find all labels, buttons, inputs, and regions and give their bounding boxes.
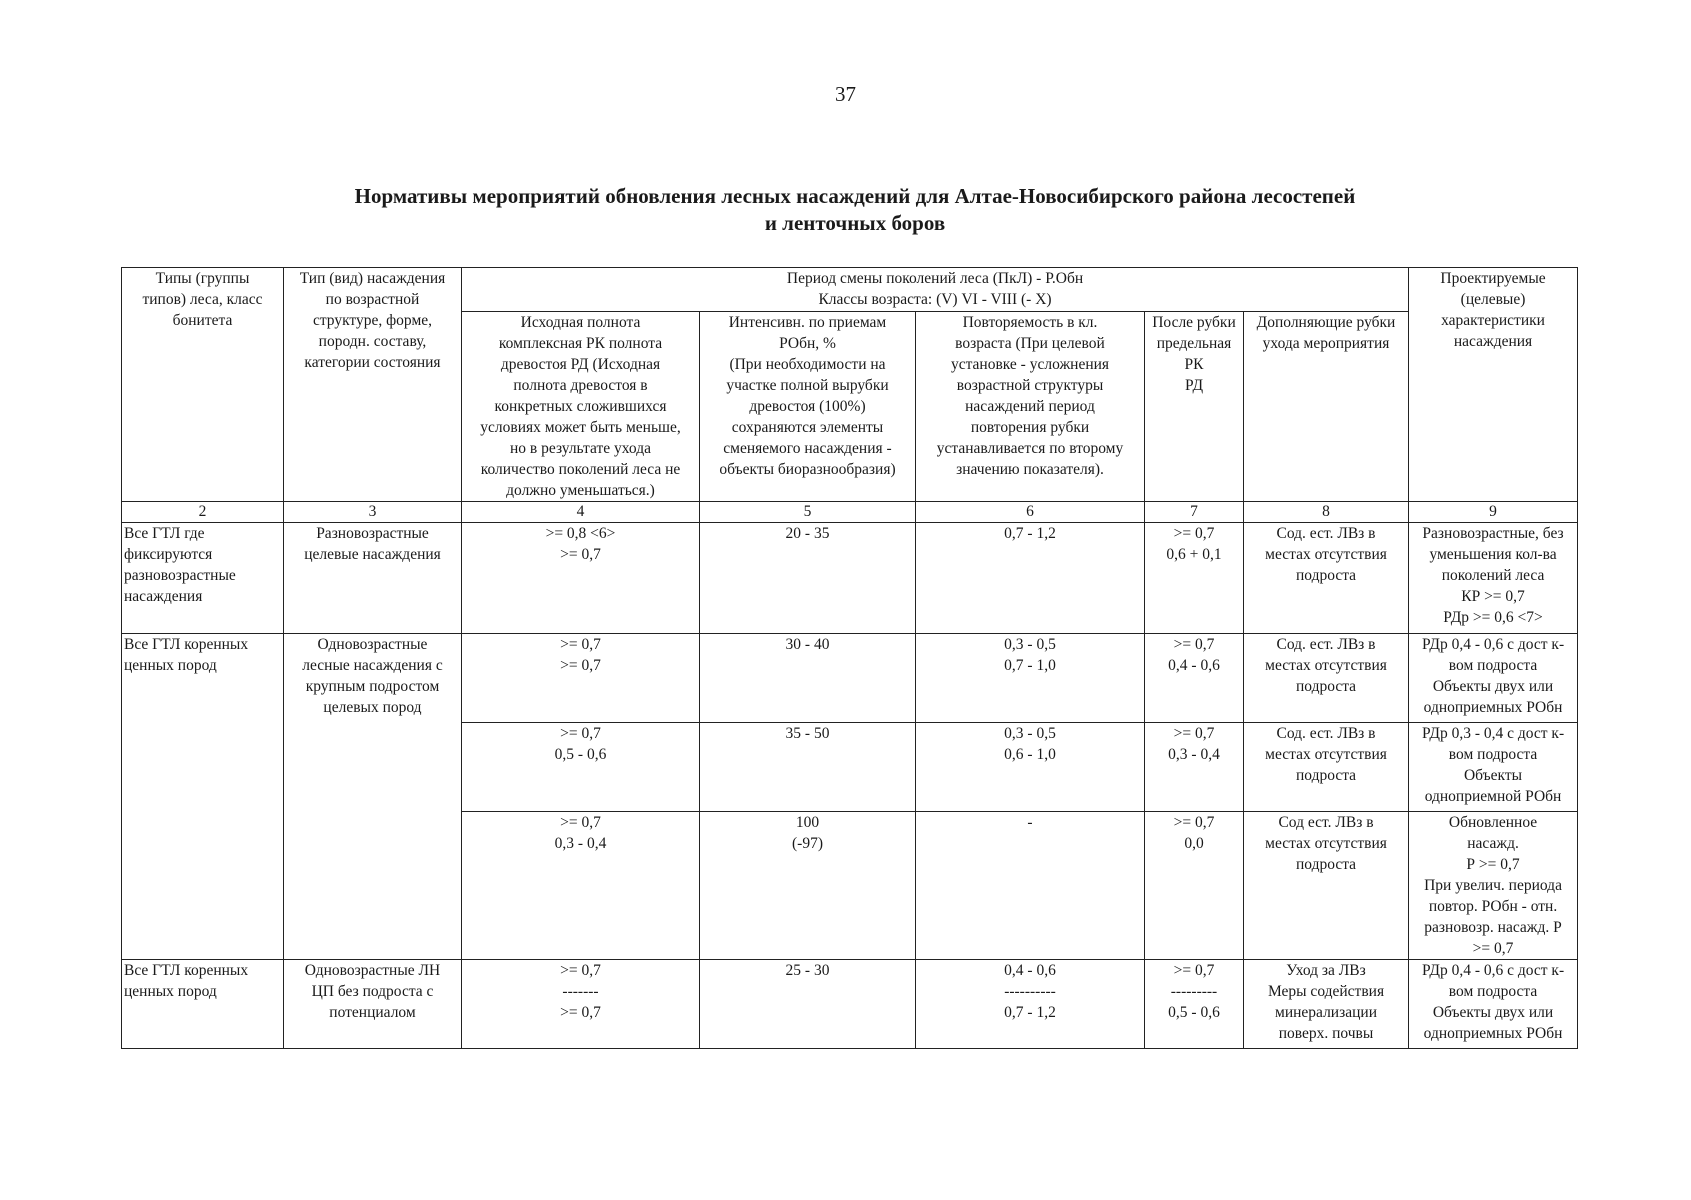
table-row <box>122 960 1578 1049</box>
cell-forest-type: Все ГТЛ где фиксируются разновозрастные насаждения <box>122 523 284 634</box>
cell-recurrence: 0,4 - 0,6 ---------- 0,7 - 1,2 <box>916 960 1145 1049</box>
column-number: 7 <box>1145 502 1244 523</box>
column-number: 2 <box>122 502 284 523</box>
column-number: 4 <box>462 502 700 523</box>
cell-additional-measures: Сод. ест. ЛВз в местах отсутствия подроста <box>1244 634 1409 723</box>
cell-stand-type: Одновозрастные лесные насаждения с крупным подростом целевых пород <box>284 634 462 960</box>
cell-intensity: 25 - 30 <box>700 960 916 1049</box>
document-title <box>220 183 1490 237</box>
cell-after-cutting: >= 0,7 0,0 <box>1145 812 1244 960</box>
cell-after-cutting: >= 0,7 0,4 - 0,6 <box>1145 634 1244 723</box>
cell-initial-density: >= 0,7 >= 0,7 <box>462 634 700 723</box>
cell-additional-measures: Сод ест. ЛВз в местах отсутствия подроста <box>1244 812 1409 960</box>
cell-intensity: 30 - 40 <box>700 634 916 723</box>
cell-recurrence: 0,3 - 0,5 0,7 - 1,0 <box>916 634 1145 723</box>
cell-target-characteristics: РДр 0,4 - 0,6 с дост к- вом подроста Объекты двух или одноприемных РОбн <box>1409 960 1578 1049</box>
cell-target-characteristics: РДр 0,3 - 0,4 с дост к- вом подроста Объекты одноприемной РОбн <box>1409 723 1578 812</box>
cell-forest-type: Все ГТЛ коренных ценных пород <box>122 960 284 1049</box>
cell-initial-density: >= 0,7 ------- >= 0,7 <box>462 960 700 1049</box>
cell-initial-density: >= 0,8 <6> >= 0,7 <box>462 523 700 634</box>
table-row <box>122 634 1578 723</box>
cell-recurrence: 0,3 - 0,5 0,6 - 1,0 <box>916 723 1145 812</box>
header-recurrence: Повторяемость в кл. возраста (При целевой установке - усложнения возрастной структуры насаждений период повторения рубки устанавливается по второму значению показателя). <box>916 312 1145 502</box>
cell-initial-density: >= 0,7 0,5 - 0,6 <box>462 723 700 812</box>
column-numbers-row <box>122 502 1578 523</box>
column-number: 3 <box>284 502 462 523</box>
header-after-cutting: После рубки предельная РК РД <box>1145 312 1244 502</box>
cell-additional-measures: Сод. ест. ЛВз в местах отсутствия подроста <box>1244 723 1409 812</box>
cell-stand-type: Одновозрастные ЛН ЦП без подроста с потенциалом <box>284 960 462 1049</box>
cell-target-characteristics: Обновленное насажд. Р >= 0,7 При увелич. периода повтор. РОбн - отн. разновозр. насажд. Р >= 0,7 <box>1409 812 1578 960</box>
norms-table <box>121 267 1578 1049</box>
header-intensity: Интенсивн. по приемам РОбн, % (При необходимости на участке полной вырубки древостоя (100%) сохраняются элементы сменяемого насаждения - объекты биоразнообразия) <box>700 312 916 502</box>
cell-recurrence: - <box>916 812 1145 960</box>
cell-additional-measures: Сод. ест. ЛВз в местах отсутствия подроста <box>1244 523 1409 634</box>
header-forest-types: Типы (группы типов) леса, класс бонитета <box>122 268 284 502</box>
cell-intensity: 20 - 35 <box>700 523 916 634</box>
header-period-group: Период смены поколений леса (ПкЛ) - Р.Обн Классы возраста: (V) VI - VIII (- X) <box>462 268 1409 312</box>
header-additional-measures: Дополняющие рубки ухода мероприятия <box>1244 312 1409 502</box>
table-row <box>122 523 1578 634</box>
title-line-2: и ленточных боров <box>764 211 946 235</box>
cell-initial-density: >= 0,7 0,3 - 0,4 <box>462 812 700 960</box>
cell-target-characteristics: Разновозрастные, без уменьшения кол-ва поколений леса КР >= 0,7 РДр >= 0,6 <7> <box>1409 523 1578 634</box>
column-number: 6 <box>916 502 1145 523</box>
title-line-1: Нормативы мероприятий обновления лесных насаждений для Алтае-Новосибирского района лесостепей <box>354 184 1356 208</box>
cell-target-characteristics: РДр 0,4 - 0,6 с дост к- вом подроста Объекты двух или одноприемных РОбн <box>1409 634 1578 723</box>
cell-recurrence: 0,7 - 1,2 <box>916 523 1145 634</box>
column-number: 5 <box>700 502 916 523</box>
cell-intensity: 35 - 50 <box>700 723 916 812</box>
cell-after-cutting: >= 0,7 0,6 + 0,1 <box>1145 523 1244 634</box>
cell-after-cutting: >= 0,7 --------- 0,5 - 0,6 <box>1145 960 1244 1049</box>
page-number: 37 <box>835 82 856 106</box>
header-stand-type: Тип (вид) насаждения по возрастной структуре, форме, породн. составу, категории состояния <box>284 268 462 502</box>
cell-after-cutting: >= 0,7 0,3 - 0,4 <box>1145 723 1244 812</box>
cell-stand-type: Разновозрастные целевые насаждения <box>284 523 462 634</box>
header-row-group <box>122 268 1578 312</box>
header-target-characteristics: Проектируемые (целевые) характеристики насаждения <box>1409 268 1578 502</box>
header-initial-density: Исходная полнота комплексная РК полнота древостоя РД (Исходная полнота древостоя в конкретных сложившихся условиях может быть меньше, но в результате ухода количество поколений леса не должно уменьшаться.) <box>462 312 700 502</box>
cell-forest-type: Все ГТЛ коренных ценных пород <box>122 634 284 960</box>
column-number: 8 <box>1244 502 1409 523</box>
cell-additional-measures: Уход за ЛВз Меры содействия минерализации поверх. почвы <box>1244 960 1409 1049</box>
cell-intensity: 100 (-97) <box>700 812 916 960</box>
column-number: 9 <box>1409 502 1578 523</box>
